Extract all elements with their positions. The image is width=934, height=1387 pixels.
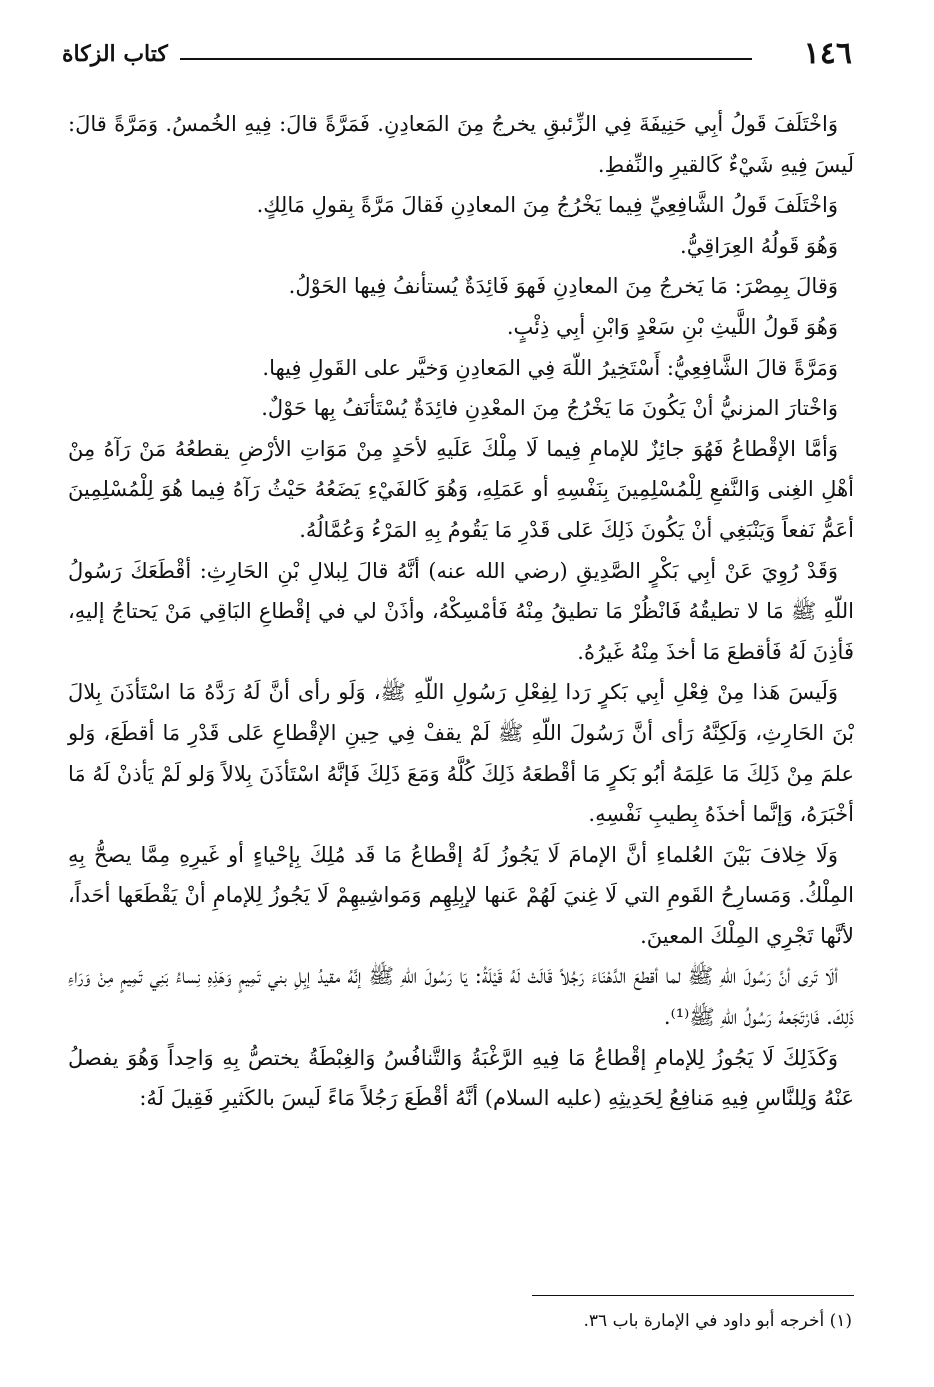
paragraph-iqta: وَأمَّا الإقْطاعُ فَهُوَ جائِزٌ للإمامِ فِيما لَا مِلْكَ عَلَيهِ لأحَدٍ مِنْ مَوَاتِ الأرْضِ يقطعُهُ مَنْ رَآهُ مِنْ أهْلِ الغِنى وَالنَّفعِ لِلْمُسْلِمِينَ بِنَفْسِهِ أو عَمَلِهِ، وَهُوَ كَالفَيْءِ يَضَعُهُ حَيْثُ رَآهُ فِيما هُوَ لِلْمُسْلِمِينَ أعَمُّ نَفعاً وَيَنْبَغِي أنْ يَكُونَ ذَلِكَ عَلى قَدْرِ مَا يَقُومُ بِهِ المَرْءُ وَعُمَّالُهُ. — [68, 436, 854, 542]
paragraph-shafii-istikhara: وَمَرَّةً قالَ الشَّافِعِيُّ: أَسْتَخِيرُ اللّهَ فِي المَعادِنِ وَخيَّر على القَولِ فِيها. — [262, 355, 838, 380]
page-header — [62, 34, 852, 74]
header-rule — [180, 58, 752, 60]
main-text — [68, 104, 854, 1119]
paragraph-layth-view: وَهُوَ قَولُ اللَّيثِ بْنِ سَعْدٍ وَابْنِ أبِي ذِئْبٍ. — [506, 314, 838, 339]
footnote: (١) أخرجه أبو داود في الإمارة باب ٣٦. — [583, 1311, 852, 1331]
paragraph-shafii-maadin: وَاخْتَلَفَ قَولُ الشَّافِعِيِّ فِيما يَخْرُجُ مِنَ المعادِنِ فَقالَ مَرَّةً بِقولِ مَالِكٍ. — [256, 193, 838, 218]
running-title: كتاب الزكاة — [62, 41, 168, 67]
paragraph-egypt-view: وَقالَ بِمِصْرَ: مَا يَخرجُ مِنَ المعادِنِ فَهوَ فَائِدَةٌ يُستأنفُ فِيها الحَوْلُ. — [288, 274, 838, 299]
page-number: ١٤٦ — [803, 36, 852, 71]
footnote-separator — [532, 1295, 854, 1296]
paragraph-muzani-choice: وَاخْتارَ المزنيُّ أنْ يَكُونَ مَا يَخْرُجُ مِنَ المعْدِنِ فائِدَةٌ يُسْتَأنَفُ بِها حَوْلٌ. — [261, 396, 838, 421]
paragraph-abu-bakr-bilal: وَقَدْ رُوِيَ عَنْ أبِي بَكْرٍ الصَّدِيقِ (رضي الله عنه) أنَّهُ قالَ لِبلالِ بْنِ الحَارِثِ: أقْطَعَكَ رَسُولُ اللّهِ ﷺ مَا لا تطيقُهُ فَانْظُرْ مَا تطيقُ مِنْهُ فَأمْسِكْهُ، وأذَنْ لي في إقْطاعِ البَاقِي مَنْ يَحتاجُ إليهِ، فَأذِنَ لَهُ فَأقطعَ مَا أخذَ مِنْهُ غَيرُهُ. — [68, 558, 854, 664]
paragraph-no-dispute: وَلَا خِلافَ بَيْنَ العُلماءِ أنَّ الإمامَ لَا يَجُوزُ لَهُ إقْطاعُ مَا قَد مُلِكَ بِإحْياءٍ أو غَيرِهِ مِمَّا يصحُّ بِهِ المِلْكُ. وَمَسارِحُ القَومِ التي لَا غِنيَ لَهُمْ عَنها لإبِلِهِم وَمَواشِيهِمْ لَا يَجُوزُ لِلإمامِ أنْ يَقْطَعَها أحَداً، لأنَّها تَجْرِي المِلْكَ المعينَ. — [68, 842, 854, 948]
paragraph-iraqi-view: وَهُوَ قَولُهُ العِرَاقِيُّ. — [680, 233, 838, 258]
paragraph-abu-bakr-reason: وَلَيسَ هَذا مِنْ فِعْلِ أبِي بَكرٍ رَدا لِفِعْلِ رَسُولِ اللّهِ ﷺ، وَلَو رأى أنَّ لَهُ رَدَّهُ مَا اسْتَأذَنَ بِلالَ بْنَ الحَارِثِ، وَلَكِنَّهُ رَأى أنَّ رَسُولَ اللّهِ ﷺ لَمْ يقفْ فِي حِينِ الإقْطاعِ عَلى قَدْرِ مَا أقطَعَ، وَلو علمَ مِنْ ذَلِكَ مَا عَلِمَهُ أبُو بَكرٍ مَا أقْطعَهُ ذَلِكَ كُلَّهُ وَمَعَ ذَلِكَ فَإنَّهُ اسْتَأذَنَ بِلالاً وَلو لَمْ يَأذنْ لَهُ مَا أخْبَرَهُ، وَإنَّما أخذَهُ بِطيبِ نَفْسِهِ. — [68, 680, 854, 827]
paragraph-water-grant: وَكَذَلِكَ لَا يَجُوزُ لِلإمامِ إقْطاعُ مَا فِيهِ الرَّغْبَةُ وَالتَّنافُسُ وَالغِبْطَةُ يختصُّ بِهِ وَاحِداً وَهُوَ يفصلُ عَنْهُ وَلِلنَّاسِ فِيهِ مَنافِعُ لِحَدِيثِهِ (عليه السلام) أنَّهُ أقْطَعَ رَجُلاً مَاءً لَيسَ بالكَثيرِ فَقِيلَ لَهُ: — [68, 1045, 854, 1111]
paragraph-abu-hanifa: وَاخْتَلَفَ قَولُ أبِي حَنِيفَةَ فِي الزِّئبقِ يخرجُ مِنَ المَعادِنِ. فَمَرَّةً قالَ: فِيهِ الخُمسُ. وَمَرَّةً قالَ: لَيسَ فِيهِ شَيْءٌ كَالقيرِ والنِّفطِ. — [68, 112, 854, 177]
paragraph-dahna: ألَا تَرى أنَّ رَسُولَ اللّهِ ﷺ لما أقطعَ الدَّهْنَاءَ رَجُلاً قَالَتْ لَهُ قَيْلَةُ: يَا رَسُولَ اللّهِ ﷺ إنَّهُ مقيدُ إبِلِ بني تَمِيمٍ وَهَذِهِ نِساءُ بَنِي تَمِيمٍ مِنْ وَرَاءِ ذَلِكَ. فَارْتَجَعهُ رَسُولُ اللّهِ ﷺ⁽¹⁾. — [68, 964, 854, 1030]
